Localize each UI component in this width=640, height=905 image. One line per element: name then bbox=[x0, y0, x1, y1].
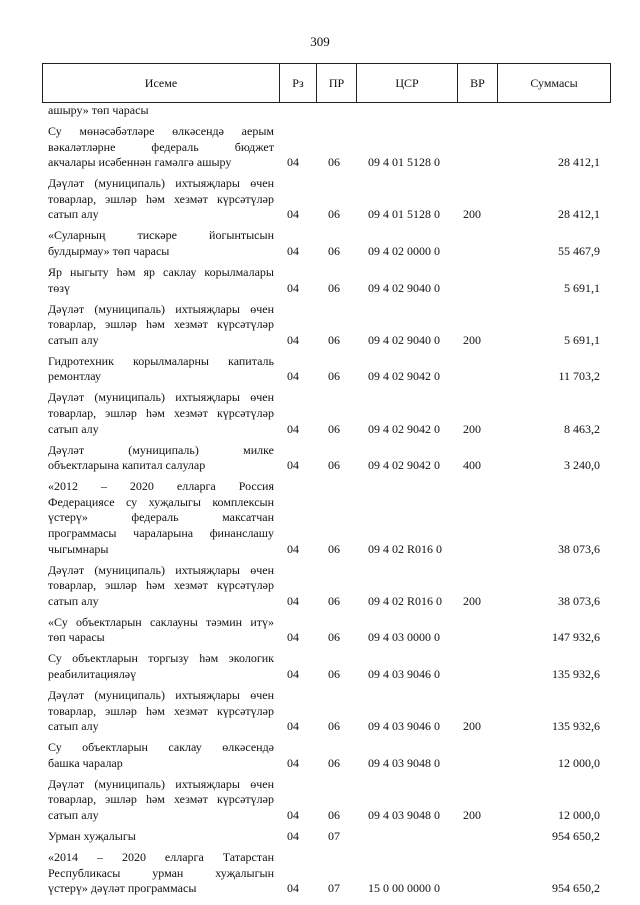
row-sum: 8 463,2 bbox=[564, 421, 600, 436]
row-sum: 5 691,1 bbox=[564, 332, 600, 347]
row-name-line: сатып алу bbox=[48, 421, 99, 436]
row-name bbox=[48, 850, 274, 897]
row-pr: 06 bbox=[328, 155, 340, 170]
row-name-line: үстерү» федераль максатчан bbox=[48, 510, 274, 525]
row-name bbox=[48, 443, 274, 474]
row-pr: 06 bbox=[328, 332, 340, 347]
row-sum: 147 932,6 bbox=[552, 630, 600, 645]
row-name-line: төзү bbox=[48, 280, 70, 295]
row-name-line: товарлар, эшләр һәм хезмәт күрсәтүләр bbox=[48, 191, 274, 206]
row-name-line: «Су объектларын саклауны тәэмин итү» bbox=[48, 614, 274, 629]
row-name bbox=[48, 302, 274, 349]
row-name bbox=[48, 124, 274, 171]
row-name-line: Урман хуҗалыгы bbox=[48, 829, 136, 843]
row-csr: 09 4 02 9042 0 bbox=[368, 458, 440, 473]
row-name-line: Республикасы урман хуҗалыгын bbox=[48, 865, 274, 880]
row-rz: 04 bbox=[287, 881, 299, 896]
row-name-line: Гидротехник корылмаларны капиталь bbox=[48, 353, 274, 368]
row-sum: 38 073,6 bbox=[558, 541, 600, 556]
row-sum: 135 932,6 bbox=[552, 719, 600, 734]
row-rz: 04 bbox=[287, 207, 299, 222]
row-name bbox=[48, 740, 274, 771]
row-vr: 200 bbox=[463, 332, 481, 347]
row-name-line: сатып алу bbox=[48, 593, 99, 608]
row-name-line: акчалары исәбеннән гамәлгә ашыру bbox=[48, 155, 232, 170]
row-csr: 09 4 02 9040 0 bbox=[368, 280, 440, 295]
row-rz: 04 bbox=[287, 369, 299, 384]
row-csr: 09 4 03 9048 0 bbox=[368, 755, 440, 770]
row-name-line: товарлар, эшләр һәм хезмәт күрсәтүләр bbox=[48, 405, 274, 420]
row-name-line: Су объектларын саклау өлкәсендә bbox=[48, 740, 274, 755]
row-name bbox=[48, 176, 274, 223]
row-name-line: чыгымнары bbox=[48, 541, 109, 556]
row-name bbox=[48, 354, 274, 385]
row-sum: 135 932,6 bbox=[552, 666, 600, 681]
row-sum: 28 412,1 bbox=[558, 155, 600, 170]
row-name-line: Яр ныгыту һәм яр саклау корылмалары bbox=[48, 265, 274, 279]
row-name-line: «2014 – 2020 елларга Татарстан bbox=[48, 850, 274, 864]
row-csr: 09 4 01 5128 0 bbox=[368, 207, 440, 222]
row-csr: 09 4 01 5128 0 bbox=[368, 155, 440, 170]
row-name bbox=[48, 390, 274, 437]
table-header bbox=[42, 63, 611, 103]
row-name bbox=[48, 615, 274, 646]
row-name-line: Федерациясе су хуҗалыгы комплексын bbox=[48, 494, 274, 509]
row-name-line: «2012 – 2020 елларга Россия bbox=[48, 479, 274, 494]
row-name-line: сатып алу bbox=[48, 332, 99, 347]
header-vr: ВР bbox=[458, 64, 498, 103]
row-name bbox=[48, 479, 274, 557]
row-pr: 06 bbox=[328, 280, 340, 295]
row-name-line: «Суларның тискәре йогынтысын bbox=[48, 228, 274, 243]
row-name-line: үстерү» дәүләт программасы bbox=[48, 881, 197, 896]
header-pr: ПР bbox=[317, 64, 357, 103]
row-sum: 954 650,2 bbox=[552, 881, 600, 896]
row-sum: 12 000,0 bbox=[558, 807, 600, 822]
row-name-line: сатып алу bbox=[48, 807, 99, 822]
row-sum: 5 691,1 bbox=[564, 280, 600, 295]
row-sum: 12 000,0 bbox=[558, 755, 600, 770]
row-pr: 06 bbox=[328, 630, 340, 645]
row-vr: 200 bbox=[463, 207, 481, 222]
page-number: 309 bbox=[310, 34, 330, 49]
row-name-line: товарлар, эшләр һәм хезмәт күрсәтүләр bbox=[48, 792, 274, 807]
row-name bbox=[48, 103, 274, 119]
row-csr: 09 4 03 0000 0 bbox=[368, 630, 440, 645]
row-name-line: товарлар, эшләр һәм хезмәт күрсәтүләр bbox=[48, 578, 274, 593]
row-name bbox=[48, 829, 274, 845]
row-name-line: Дәүләт (муниципаль) милке bbox=[48, 442, 274, 457]
header-name: Исеме bbox=[43, 64, 280, 103]
row-name-line: төп чарасы bbox=[48, 630, 105, 645]
row-name-line: вәкаләтләрне федераль бюджет bbox=[48, 139, 274, 154]
row-name-line: сатып алу bbox=[48, 207, 99, 222]
row-name-line: объектларына капитал салулар bbox=[48, 458, 206, 473]
row-rz: 04 bbox=[287, 829, 299, 843]
row-pr: 06 bbox=[328, 207, 340, 222]
header-rz: Рз bbox=[280, 64, 317, 103]
row-name-line: товарлар, эшләр һәм хезмәт күрсәтүләр bbox=[48, 703, 274, 718]
row-rz: 04 bbox=[287, 541, 299, 556]
row-csr: 09 4 03 9048 0 bbox=[368, 807, 440, 822]
row-csr: 09 4 03 9046 0 bbox=[368, 666, 440, 681]
row-vr: 200 bbox=[463, 807, 481, 822]
row-name-line: программасы чараларына финанслашу bbox=[48, 525, 274, 540]
row-pr: 06 bbox=[328, 369, 340, 384]
row-name bbox=[48, 563, 274, 610]
row-vr: 200 bbox=[463, 593, 481, 608]
row-pr: 06 bbox=[328, 421, 340, 436]
row-pr: 06 bbox=[328, 243, 340, 258]
row-name bbox=[48, 688, 274, 735]
row-rz: 04 bbox=[287, 458, 299, 473]
row-sum: 954 650,2 bbox=[552, 829, 600, 843]
row-pr: 06 bbox=[328, 541, 340, 556]
row-name-line: ашыру» төп чарасы bbox=[48, 103, 149, 117]
row-csr: 09 4 02 R016 0 bbox=[368, 541, 443, 556]
row-pr: 06 bbox=[328, 593, 340, 608]
row-sum: 11 703,2 bbox=[558, 369, 600, 384]
row-rz: 04 bbox=[287, 332, 299, 347]
row-rz: 04 bbox=[287, 807, 299, 822]
row-pr: 06 bbox=[328, 807, 340, 822]
row-csr: 09 4 02 0000 0 bbox=[368, 243, 440, 258]
row-name-line: Дәүләт (муниципаль) ихтыяҗлары өчен bbox=[48, 390, 274, 405]
row-name-line: сатып алу bbox=[48, 719, 99, 734]
header-sum: Суммасы bbox=[498, 64, 611, 103]
header-csr: ЦСР bbox=[357, 64, 458, 103]
row-rz: 04 bbox=[287, 630, 299, 645]
row-name bbox=[48, 777, 274, 824]
row-csr: 09 4 02 9042 0 bbox=[368, 369, 440, 384]
row-rz: 04 bbox=[287, 755, 299, 770]
row-name-line: башка чаралар bbox=[48, 755, 123, 770]
row-name-line: Су мөнәсәбәтләре өлкәсендә аерым bbox=[48, 124, 274, 138]
row-csr: 09 4 02 R016 0 bbox=[368, 593, 443, 608]
row-vr: 200 bbox=[463, 421, 481, 436]
row-pr: 07 bbox=[328, 881, 340, 896]
row-vr: 400 bbox=[463, 458, 481, 473]
row-name-line: булдырмау» төп чарасы bbox=[48, 243, 170, 258]
row-csr: 09 4 03 9046 0 bbox=[368, 719, 440, 734]
row-name-line: Дәүләт (муниципаль) ихтыяҗлары өчен bbox=[48, 776, 274, 791]
row-rz: 04 bbox=[287, 280, 299, 295]
row-name-line: реабилитацияләү bbox=[48, 666, 137, 681]
row-sum: 55 467,9 bbox=[558, 243, 600, 258]
row-pr: 06 bbox=[328, 755, 340, 770]
row-name-line: Дәүләт (муниципаль) ихтыяҗлары өчен bbox=[48, 176, 274, 191]
row-sum: 28 412,1 bbox=[558, 207, 600, 222]
row-sum: 38 073,6 bbox=[558, 593, 600, 608]
row-csr: 09 4 02 9042 0 bbox=[368, 421, 440, 436]
row-name-line: ремонтлау bbox=[48, 369, 101, 384]
row-name bbox=[48, 228, 274, 259]
row-pr: 06 bbox=[328, 458, 340, 473]
row-name-line: товарлар, эшләр һәм хезмәт күрсәтүләр bbox=[48, 317, 274, 332]
row-rz: 04 bbox=[287, 666, 299, 681]
row-pr: 06 bbox=[328, 666, 340, 681]
row-rz: 04 bbox=[287, 593, 299, 608]
row-pr: 06 bbox=[328, 719, 340, 734]
row-sum: 3 240,0 bbox=[564, 458, 600, 473]
row-name-line: Дәүләт (муниципаль) ихтыяҗлары өчен bbox=[48, 562, 274, 577]
row-name-line: Су объектларын торгызу һәм экологик bbox=[48, 651, 274, 666]
row-rz: 04 bbox=[287, 421, 299, 436]
row-csr: 09 4 02 9040 0 bbox=[368, 332, 440, 347]
row-rz: 04 bbox=[287, 243, 299, 258]
row-pr: 07 bbox=[328, 829, 340, 843]
row-name-line: Дәүләт (муниципаль) ихтыяҗлары өчен bbox=[48, 688, 274, 702]
row-csr: 15 0 00 0000 0 bbox=[368, 881, 440, 896]
row-rz: 04 bbox=[287, 155, 299, 170]
row-rz: 04 bbox=[287, 719, 299, 734]
row-name bbox=[48, 265, 274, 296]
row-name-line: Дәүләт (муниципаль) ихтыяҗлары өчен bbox=[48, 301, 274, 316]
row-name bbox=[48, 651, 274, 682]
row-vr: 200 bbox=[463, 719, 481, 734]
